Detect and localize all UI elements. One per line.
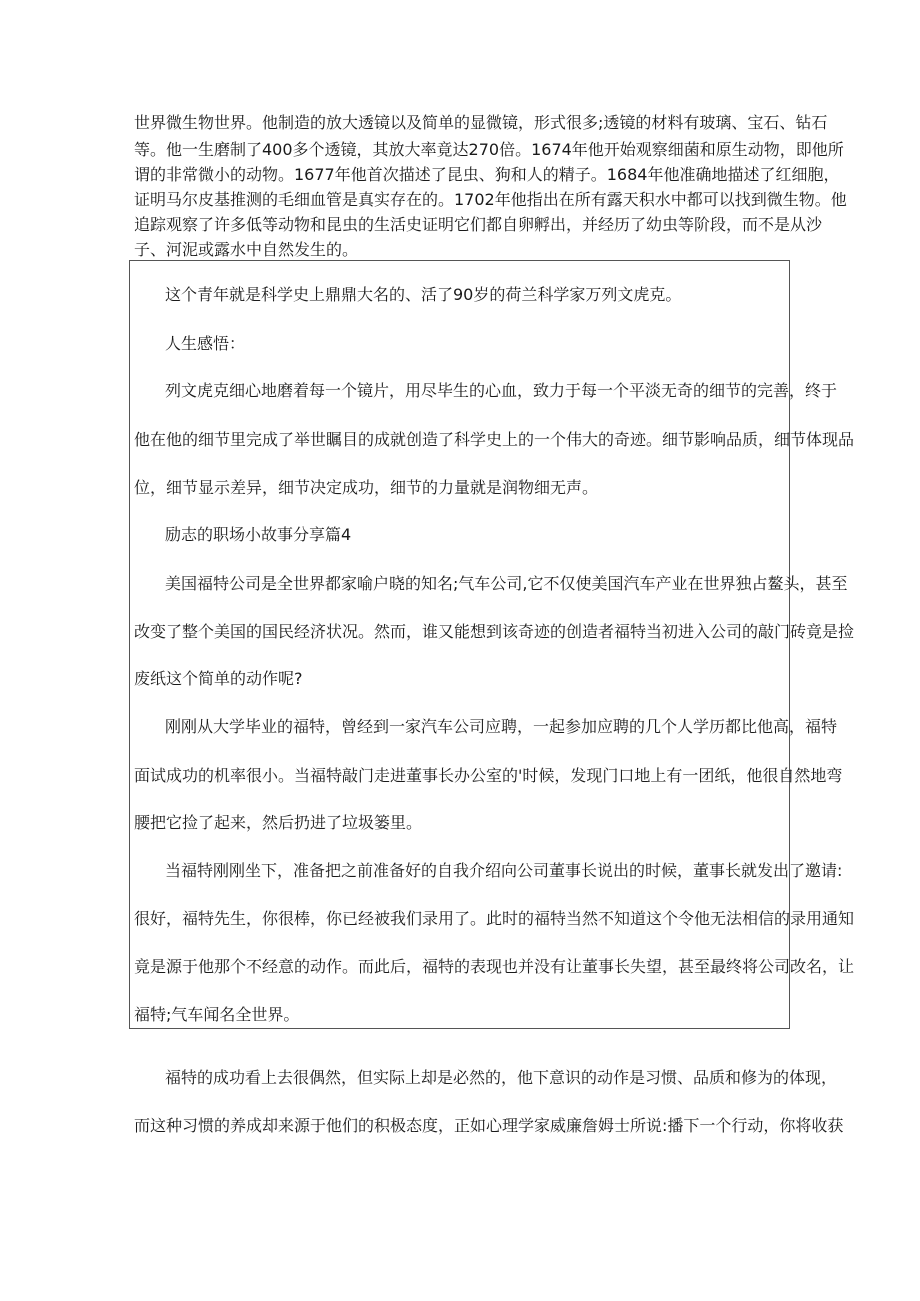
- intro-line: 追踪观察了许多低等动物和昆虫的生活史证明它们都自卵孵出，并经历了幼虫等阶段，而不是从沙: [134, 215, 823, 234]
- box-line: 腰把它捡了起来，然后扔进了垃圾篓里。: [134, 813, 423, 832]
- box-line: 废纸这个简单的动作呢?: [134, 669, 303, 688]
- box-line: 竟是源于他那个不经意的动作。而此后，福特的表现也并没有让董事长失望，甚至最终将公司改名，让: [134, 957, 855, 976]
- box-line: 面试成功的机率很小。当福特敲门走进董事长办公室的'时候，发现门口地上有一团纸，他很自然地弯: [134, 766, 843, 785]
- box-line: 这个青年就是科学史上鼎鼎大名的、活了90岁的荷兰科学家万列文虎克。: [165, 285, 682, 304]
- closing-line: 福特的成功看上去很偶然，但实际上却是必然的，他下意识的动作是习惯、品质和修为的体现，: [165, 1068, 838, 1087]
- box-line: 刚刚从大学毕业的福特，曾经到一家汽车公司应聘，一起参加应聘的几个人学历都比他高，福特: [165, 717, 838, 736]
- box-heading-story: 励志的职场小故事分享篇4: [165, 525, 352, 544]
- intro-line: 谓的非常微小的动物。1677年他首次描述了昆虫、狗和人的精子。1684年他准确地描述了红细胞，: [134, 165, 840, 184]
- box-line: 福特;气车闻名全世界。: [134, 1005, 300, 1024]
- intro-line: 证明马尔皮基推测的毛细血管是真实存在的。1702年他指出在所有露天积水中都可以找到微生物。他: [134, 190, 847, 209]
- intro-line: 子、河泥或露水中自然发生的。: [134, 240, 359, 259]
- closing-line: 而这种习惯的养成却来源于他们的积极态度，正如心理学家威廉詹姆士所说:播下一个行动，你将收获: [134, 1116, 844, 1135]
- box-line: 当福特刚刚坐下，准备把之前准备好的自我介绍向公司董事长说出的时候，董事长就发出了邀请:: [165, 861, 843, 880]
- box-heading-reflection: 人生感悟：: [165, 334, 246, 353]
- bordered-text-box: [129, 260, 855, 1029]
- box-line: 很好，福特先生，你很棒，你已经被我们录用了。此时的福特当然不知道这个令他无法相信的录用通知: [134, 909, 855, 928]
- box-line: 列文虎克细心地磨着每一个镜片，用尽毕生的心血，致力于每一个平淡无奇的细节的完善，终于: [165, 381, 838, 400]
- intro-line: 世界微生物世界。他制造的放大透镜以及简单的显微镜，形式很多;透镜的材料有玻璃、宝石、钻石: [134, 113, 828, 132]
- box-line: 改变了整个美国的国民经济状况。然而，谁又能想到该奇迹的创造者福特当初进入公司的敲门砖竟是捡: [134, 622, 855, 641]
- intro-line: 等。他一生磨制了400多个透镜，其放大率竟达270倍。1674年他开始观察细菌和原生动物，即他所: [134, 140, 844, 159]
- box-line: 他在他的细节里完成了举世瞩目的成就创造了科学史上的一个伟大的奇迹。细节影响品质，细节体现品: [134, 430, 855, 449]
- box-line: 位，细节显示差异，细节决定成功，细节的力量就是润物细无声。: [134, 478, 599, 497]
- box-line: 美国福特公司是全世界都家喻户晓的知名;气车公司,它不仅使美国汽车产业在世界独占鳌头，甚至: [165, 574, 848, 593]
